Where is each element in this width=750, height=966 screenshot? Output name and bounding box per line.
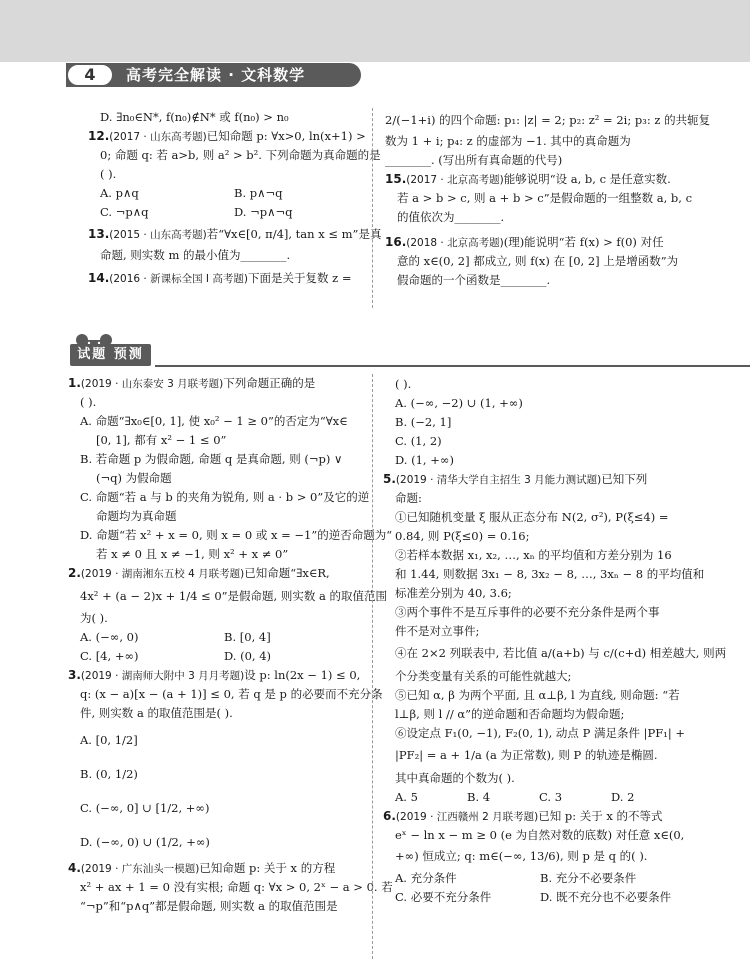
question-text: ( ). bbox=[395, 377, 412, 391]
option-c: C. (−∞, 0] ∪ [1/2, +∞) bbox=[80, 801, 210, 815]
question-text: 下面是关于复数 z = bbox=[247, 271, 352, 285]
question-number: 12. bbox=[88, 129, 110, 143]
question-text: ( ). bbox=[100, 167, 117, 181]
option-a: A. 5 bbox=[395, 790, 418, 804]
column-divider bbox=[372, 108, 373, 308]
question-5 bbox=[383, 469, 688, 488]
option-c: C. [4, +∞) bbox=[80, 649, 139, 663]
option-a: A. 充分条件 bbox=[395, 871, 457, 885]
statement-1-cont: 0.84, 则 P(ξ≤0) = 0.16; bbox=[395, 529, 530, 543]
question-text: 下列命题正确的是 bbox=[223, 376, 316, 390]
statement-4-cont: 个分类变量有关系的可能性就越大; bbox=[395, 669, 572, 683]
question-number: 5. bbox=[383, 472, 396, 486]
question-source: (2019 · 湖南师大附中 3 月月考题) bbox=[80, 670, 245, 682]
question-text: 的值依次为________. bbox=[397, 210, 505, 224]
statement-6-cont: |PF₂| = a + 1/a (a 为正常数), 则 P 的轨迹是椭圆. bbox=[395, 748, 658, 762]
bottom-left-column bbox=[68, 374, 393, 916]
option-b: B. 若命题 p 为假命题, 命题 q 是真命题, 则 (¬p) ∨ bbox=[80, 452, 343, 466]
question-number: 2. bbox=[68, 566, 81, 580]
option-b: B. (−2, 1] bbox=[395, 415, 452, 429]
option-b: B. 4 bbox=[467, 790, 491, 804]
option-c: C. 3 bbox=[539, 790, 563, 804]
question-text: 已知命题“∃x∈R, bbox=[244, 566, 330, 580]
question-number: 6. bbox=[383, 809, 396, 823]
question-source: (2015 · 山东高考题) bbox=[109, 229, 207, 241]
column-divider bbox=[372, 374, 373, 959]
question-14 bbox=[88, 269, 368, 288]
question-text: 已知 p: 关于 x 的不等式 bbox=[538, 809, 663, 823]
question-2 bbox=[68, 564, 368, 583]
option-a-cont: [0, 1], 都有 x² − 1 ≤ 0” bbox=[96, 433, 227, 447]
option-b: B. p∧¬q bbox=[234, 186, 283, 200]
option-d: D. (−∞, 0) ∪ (1/2, +∞) bbox=[80, 835, 210, 849]
question-13 bbox=[88, 222, 382, 246]
question-text: 命题, 则实数 m 的最小值为________. bbox=[100, 248, 291, 262]
option-b: B. 充分不必要条件 bbox=[540, 871, 637, 885]
question-text: 能够说明“设 a, b, c 是任意实数. bbox=[503, 172, 671, 186]
question-1 bbox=[68, 374, 368, 393]
option-a: A. [0, 1/2] bbox=[80, 733, 138, 747]
question-text: +∞) 恒成立; q: m∈(−∞, 13/6), 则 p 是 q 的( ). bbox=[395, 849, 648, 863]
question-number: 16. bbox=[385, 235, 407, 249]
question-15 bbox=[385, 170, 685, 189]
question-16 bbox=[385, 233, 685, 252]
question-text: ( ). bbox=[80, 395, 97, 409]
question-source: (2016 · 新课标全国 I 高考题) bbox=[109, 273, 248, 285]
top-left-column bbox=[88, 108, 382, 288]
question-text: 设 p: ln(2x − 1) ≤ 0, bbox=[244, 668, 361, 682]
statement-1: ①已知随机变量 ξ 服从正态分布 N(2, σ²), P(ξ≤4) = bbox=[395, 510, 669, 524]
question-source: (2019 · 清华大学自主招生 3 月能力测试题) bbox=[395, 474, 602, 486]
question-text: 数为 1 + i; p₄: z 的虚部为 −1. 其中的真命题为 bbox=[385, 134, 631, 148]
option-d: D. ¬p∧¬q bbox=[234, 205, 293, 219]
question-number: 4. bbox=[68, 861, 81, 875]
question-text: 意的 x∈(0, 2] 都成立, 则 f(x) 在 [0, 2] 上是增函数”为 bbox=[397, 254, 679, 268]
question-text: (理)能说明“若 f(x) > f(0) 对任 bbox=[503, 235, 664, 249]
question-source: (2017 · 山东高考题) bbox=[109, 131, 207, 143]
option-a: A. 命题“∃x₀∈[0, 1], 使 x₀² − 1 ≥ 0”的否定为“∀x∈ bbox=[80, 414, 348, 428]
statement-2-cont: 和 1.44, 则数据 3x₁ − 8, 3x₂ − 8, …, 3xₙ − 8 的平均值和 bbox=[395, 567, 705, 581]
options-row bbox=[88, 184, 368, 203]
question-text: 已知命题 p: 关于 x 的方程 bbox=[199, 861, 336, 875]
option-d: D. 既不充分也不必要条件 bbox=[540, 890, 672, 904]
option-d: D. 命题“若 x² + x = 0, 则 x = 0 或 x = −1”的逆否命题为“ bbox=[80, 528, 393, 542]
question-text: x² + ax + 1 = 0 没有实根; 命题 q: ∀x > 0, 2ˣ − a > 0. 若 bbox=[80, 880, 393, 894]
question-4 bbox=[68, 859, 368, 878]
question-source: (2018 · 北京高考题) bbox=[406, 237, 504, 249]
options-row bbox=[68, 647, 368, 666]
top-right-column bbox=[385, 108, 711, 290]
option-c: C. (1, 2) bbox=[395, 434, 442, 448]
options-row bbox=[383, 887, 688, 906]
options-row bbox=[383, 868, 688, 887]
option-a: A. (−∞, 0) bbox=[80, 630, 139, 644]
question-text: 4x² + (a − 2)x + 1/4 ≤ 0”是假命题, 则实数 a 的取值范围 bbox=[80, 589, 388, 603]
statement-5: ⑤已知 α, β 为两个平面, 且 α⊥β, l 为直线, 则命题: “若 bbox=[395, 688, 680, 702]
question-text: 假命题的一个函数是________. bbox=[397, 273, 551, 287]
question-text: q: (x − a)[x − (a + 1)] ≤ 0, 若 q 是 p 的必要而不充分条 bbox=[80, 687, 383, 701]
option-c-cont: 命题均为真命题 bbox=[96, 509, 177, 523]
option-d: D. (1, +∞) bbox=[395, 453, 454, 467]
question-text: 0; 命题 q: 若 a>b, 则 a² > b². 下列命题为真命题的是 bbox=[100, 148, 381, 162]
bottom-right-column bbox=[383, 374, 727, 906]
section-rule bbox=[155, 365, 750, 367]
question-text: 若 a > b > c, 则 a + b > c”是假命题的一组整数 a, b, c bbox=[397, 191, 693, 205]
statement-2-cont: 标准差分别为 40, 3.6; bbox=[395, 586, 512, 600]
option-c: C. 必要不充分条件 bbox=[395, 890, 492, 904]
question-text: 已知下列 bbox=[601, 472, 648, 486]
question-text: 若“∀x∈[0, π/4], tan x ≤ m”是真 bbox=[206, 227, 382, 241]
question-source: (2019 · 湖南湘东五校 4 月联考题) bbox=[80, 568, 245, 580]
option-d: D. 2 bbox=[611, 790, 635, 804]
question-number: 14. bbox=[88, 271, 110, 285]
options-row bbox=[383, 787, 688, 806]
option-d: D. (0, 4) bbox=[224, 649, 272, 663]
question-source: (2019 · 山东泰安 3 月联考题) bbox=[80, 378, 224, 390]
question-number: 3. bbox=[68, 668, 81, 682]
question-source: (2019 · 江西赣州 2 月联考题) bbox=[395, 811, 539, 823]
option-b: B. (0, 1/2) bbox=[80, 767, 138, 781]
option-d: D. ∃n₀∈N*, f(n₀)∉N* 或 f(n₀) > n₀ bbox=[100, 110, 289, 124]
question-text: “¬p”和“p∧q”都是假命题, 则实数 a 的取值范围是 bbox=[80, 899, 338, 913]
section-label: 试题 预测 bbox=[70, 344, 151, 366]
question-text: ________. (写出所有真命题的代号) bbox=[385, 153, 563, 167]
statement-4: ④在 2×2 列联表中, 若比值 a/(a+b) 与 c/(c+d) 相差越大, 则两 bbox=[395, 646, 727, 660]
options-row bbox=[68, 628, 368, 647]
option-b-cont: (¬q) 为假命题 bbox=[96, 471, 172, 485]
question-text: 件, 则实数 a 的取值范围是( ). bbox=[80, 706, 233, 720]
question-text: 其中真命题的个数为( ). bbox=[395, 771, 515, 785]
question-6 bbox=[383, 806, 688, 825]
statement-2: ②若样本数据 x₁, x₂, …, xₙ 的平均值和方差分别为 16 bbox=[395, 548, 672, 562]
question-12 bbox=[88, 127, 368, 146]
statement-6: ⑥设定点 F₁(0, −1), F₂(0, 1), 动点 P 满足条件 |PF₁| + bbox=[395, 726, 685, 740]
option-d-cont: 若 x ≠ 0 且 x ≠ −1, 则 x² + x ≠ 0” bbox=[96, 547, 289, 561]
question-number: 13. bbox=[88, 227, 110, 241]
option-a: A. (−∞, −2) ∪ (1, +∞) bbox=[395, 396, 523, 410]
top-gray-band bbox=[0, 0, 750, 62]
question-text: 为( ). bbox=[80, 611, 108, 625]
question-text: 2/(−1+i) 的四个命题: p₁: |z| = 2; p₂: z² = 2i; p₃: z 的共轭复 bbox=[385, 113, 711, 127]
question-source: (2017 · 北京高考题) bbox=[406, 174, 504, 186]
question-text: 已知命题 p: ∀x>0, ln(x+1) > bbox=[206, 129, 366, 143]
options-row bbox=[88, 203, 368, 222]
question-source: (2019 · 广东汕头一模题) bbox=[80, 863, 200, 875]
option-c: C. 命题“若 a 与 b 的夹角为锐角, 则 a · b > 0”及它的逆 bbox=[80, 490, 370, 504]
statement-3-cont: 件不是对立事件; bbox=[395, 624, 480, 638]
option-a: A. p∧q bbox=[100, 186, 139, 200]
question-number: 1. bbox=[68, 376, 81, 390]
book-title: 高考完全解读 · 文科数学 bbox=[126, 66, 306, 84]
statement-5-cont: l⊥β, 则 l // α”的逆命题和否命题均为假命题; bbox=[395, 707, 625, 721]
statement-3: ③两个事件不是互斥事件的必要不充分条件是两个事 bbox=[395, 605, 660, 619]
page-number: 4 bbox=[66, 63, 114, 87]
question-text: eˣ − ln x − m ≥ 0 (e 为自然对数的底数) 对任意 x∈(0, bbox=[395, 828, 685, 842]
option-b: B. [0, 4] bbox=[224, 630, 271, 644]
question-3 bbox=[68, 666, 368, 685]
question-number: 15. bbox=[385, 172, 407, 186]
option-c: C. ¬p∧q bbox=[100, 205, 149, 219]
question-text: 命题: bbox=[395, 491, 422, 505]
